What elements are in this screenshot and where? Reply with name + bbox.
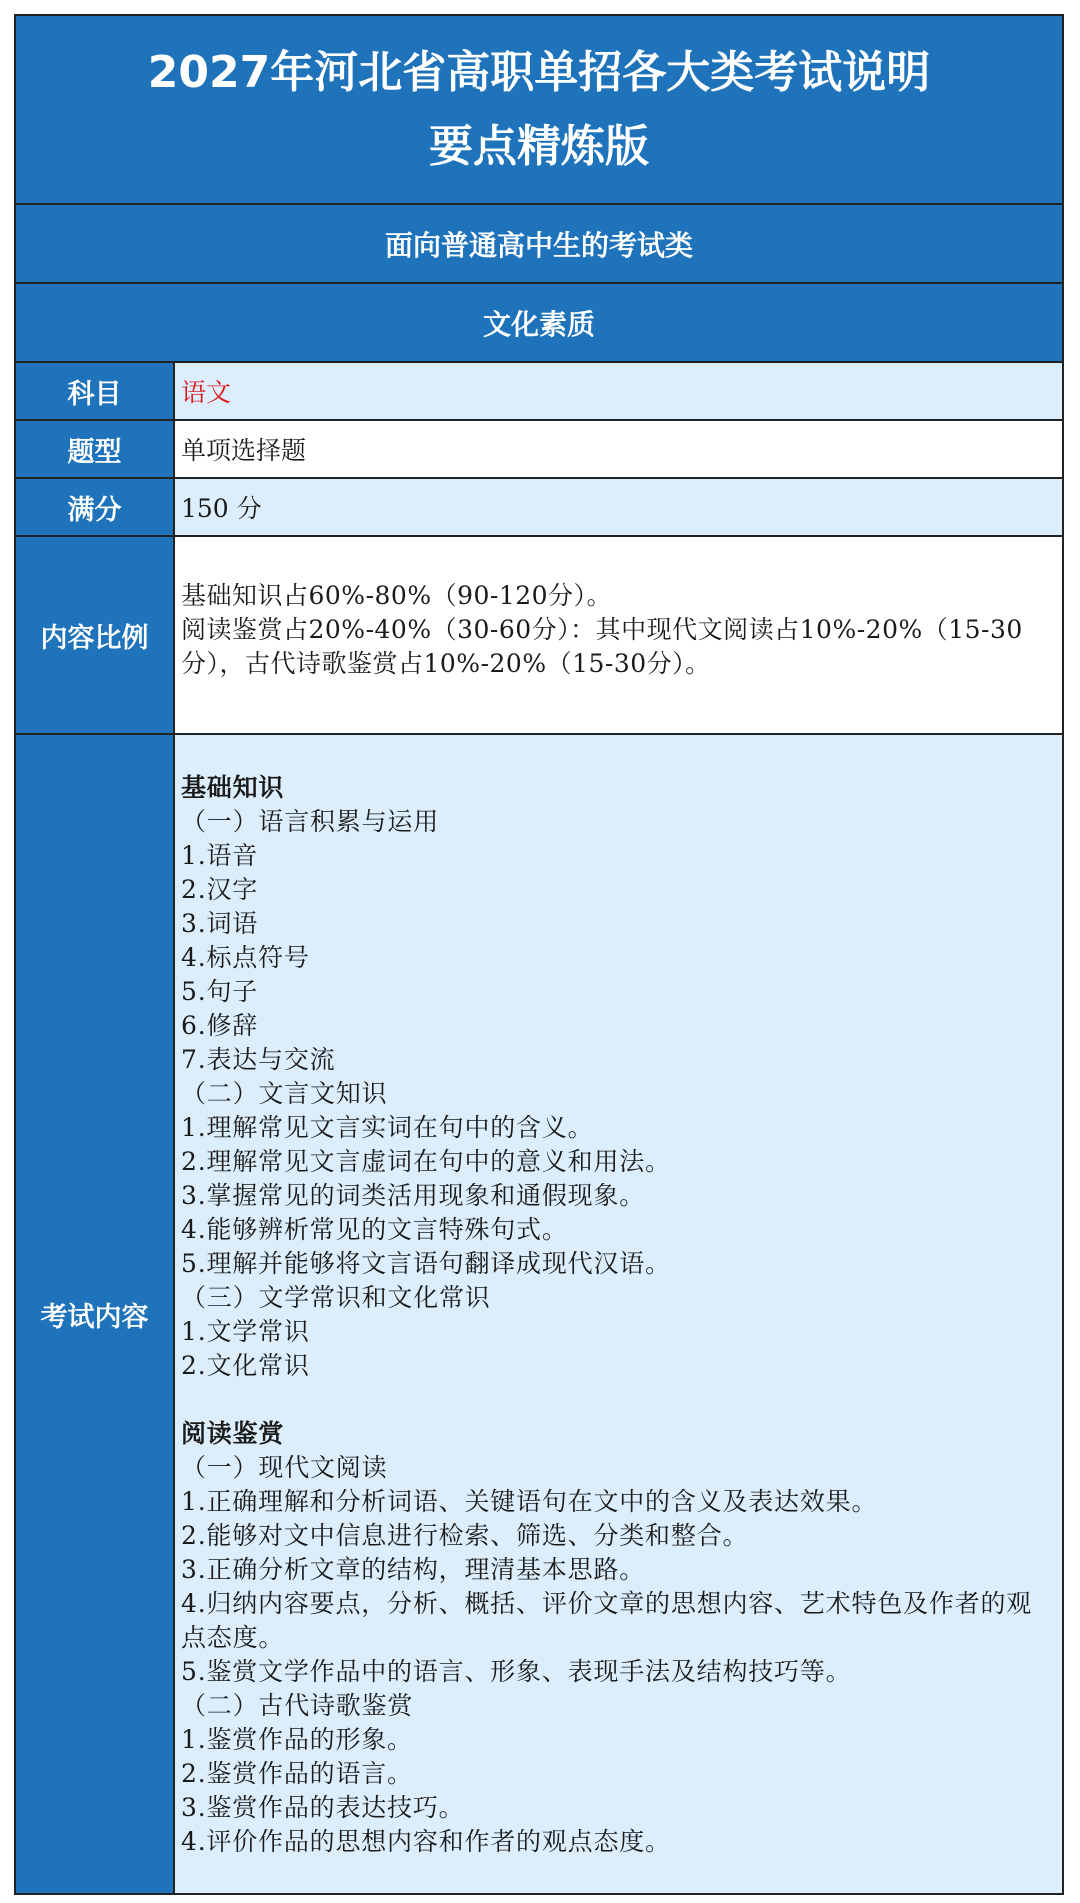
list-item: 5.理解并能够将文言语句翻译成现代汉语。: [181, 1249, 671, 1278]
row-exam-content: [16, 735, 1062, 1893]
basic-sub2-list: [181, 1111, 1056, 1281]
list-item: 1.鉴赏作品的形象。: [181, 1725, 413, 1754]
list-item: 4.标点符号: [181, 943, 310, 972]
subject-value: 语文: [175, 363, 1062, 419]
reading-sub2-list: [181, 1723, 1056, 1859]
list-item: 2.理解常见文言虚词在句中的意义和用法。: [181, 1147, 671, 1176]
reading-sub1-heading: （一）现代文阅读: [181, 1453, 388, 1482]
question-type-label: 题型: [16, 421, 175, 477]
list-item: 6.修辞: [181, 1011, 259, 1040]
list-item: 5.句子: [181, 977, 259, 1006]
question-type-value: 单项选择题: [175, 421, 1062, 477]
list-item: 3.鉴赏作品的表达技巧。: [181, 1793, 465, 1822]
list-item: 2.文化常识: [181, 1351, 310, 1380]
reading-sub1-list: [181, 1485, 1056, 1689]
full-score-label: 满分: [16, 479, 175, 535]
basic-knowledge-heading: 基础知识: [181, 773, 285, 802]
category-header: 面向普通高中生的考试类: [16, 205, 1062, 284]
title-line-2: 要点精炼版: [429, 120, 649, 172]
list-item: 1.文学常识: [181, 1317, 310, 1346]
list-item: 7.表达与交流: [181, 1045, 336, 1074]
document-title: [16, 16, 1062, 205]
title-line-1: 2027年河北省高职单招各大类考试说明: [147, 46, 931, 98]
basic-sub3-heading: （三）文学常识和文化常识: [181, 1283, 491, 1312]
row-question-type: [16, 421, 1062, 479]
content-ratio-label: 内容比例: [16, 537, 175, 733]
list-item: 1.理解常见文言实词在句中的含义。: [181, 1113, 594, 1142]
list-item: 2.能够对文中信息进行检索、筛选、分类和整合。: [181, 1521, 749, 1550]
reading-heading: 阅读鉴赏: [181, 1419, 285, 1448]
row-full-score: [16, 479, 1062, 537]
exam-outline-table: [14, 14, 1064, 1895]
basic-sub2-heading: （二）文言文知识: [181, 1079, 388, 1108]
list-item: 2.汉字: [181, 875, 259, 904]
list-item: 4.评价作品的思想内容和作者的观点态度。: [181, 1827, 671, 1856]
full-score-value: 150 分: [175, 479, 1062, 535]
list-item: 4.能够辨析常见的文言特殊句式。: [181, 1215, 568, 1244]
list-item: 3.词语: [181, 909, 259, 938]
subject-label: 科目: [16, 363, 175, 419]
list-item: 1.语音: [181, 841, 259, 870]
basic-sub1-list: [181, 839, 1056, 1077]
reading-sub2-heading: （二）古代诗歌鉴赏: [181, 1691, 414, 1720]
list-item: 5.鉴赏文学作品中的语言、形象、表现手法及结构技巧等。: [181, 1657, 852, 1686]
row-content-ratio: [16, 537, 1062, 735]
exam-content-label: 考试内容: [16, 735, 175, 1893]
row-subject: [16, 363, 1062, 421]
list-item: 4.归纳内容要点，分析、概括、评价文章的思想内容、艺术特色及作者的观点态度。: [181, 1589, 1033, 1652]
section-gap: [181, 1383, 1056, 1417]
exam-content-body: [175, 735, 1062, 1893]
ratio-line-2: 阅读鉴赏占20%-40%（30-60分）：其中现代文阅读占10%-20%（15-30分），古代诗歌鉴赏占10%-20%（15-30分）。: [181, 615, 1023, 678]
list-item: 3.正确分析文章的结构，理清基本思路。: [181, 1555, 646, 1584]
list-item: 2.鉴赏作品的语言。: [181, 1759, 413, 1788]
list-item: 3.掌握常见的词类活用现象和通假现象。: [181, 1181, 646, 1210]
content-ratio-value: [175, 537, 1062, 733]
section-header: 文化素质: [16, 284, 1062, 363]
basic-sub3-list: [181, 1315, 1056, 1383]
basic-sub1-heading: （一）语言积累与运用: [181, 807, 440, 836]
list-item: 1.正确理解和分析词语、关键语句在文中的含义及表达效果。: [181, 1487, 878, 1516]
ratio-line-1: 基础知识占60%-80%（90-120分）。: [181, 581, 613, 610]
